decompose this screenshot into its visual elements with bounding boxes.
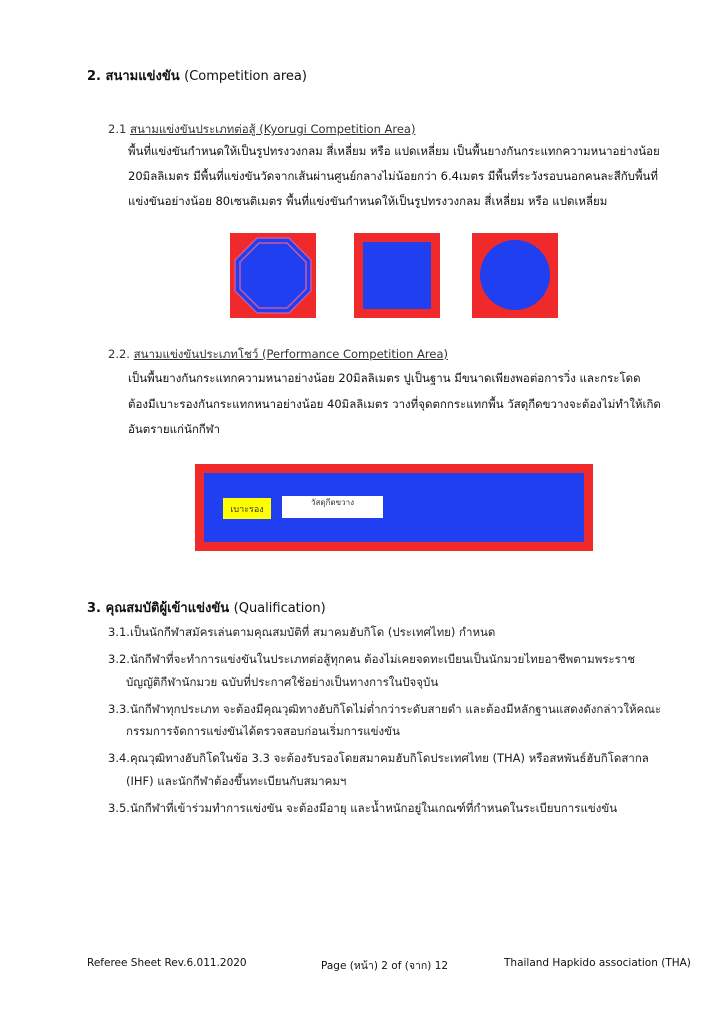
obstacle-label: วัสดุกีดขวาง [282, 496, 383, 518]
octagon-icon [230, 233, 316, 318]
section-2-heading [87, 65, 307, 86]
subsection-2-1-heading [108, 121, 415, 139]
section-title-thai: คุณสมบัติผู้เข้าแข่งขัน [105, 601, 230, 616]
circle-area-diagram [472, 233, 558, 318]
paragraph-line: ต้องมีเบาะรองกันกระแทกหนาอย่างน้อย 40มิลลิเมตร วางที่จุดตกกระแทกพื้น วัสดุกีดขวางจะต้องไม่ทำให้เกิด [128, 397, 661, 411]
list-item: 3.2.นักกีฬาที่จะทำการแข่งขันในประเภทต่อสู้ทุกคน ต้องไม่เคยจดทะเบียนเป็นนักมวยไทยอาชีพตามพระราช [108, 652, 636, 666]
cushion-label: เบาะรอง [223, 498, 271, 519]
section-number: 2. [87, 69, 101, 84]
subsection-2-2-heading [108, 346, 448, 364]
performance-area-diagram [195, 464, 593, 551]
section-title-thai: สนามแข่งขัน [105, 69, 180, 84]
circle-icon [480, 240, 550, 310]
paragraph-line: เป็นพื้นยางกันกระแทกความหนาอย่างน้อย 20มิลลิเมตร ปูเป็นฐาน มีขนาดเพียงพอต่อการวิ่ง และกระโดด [128, 371, 641, 385]
octagon-area-diagram [230, 233, 316, 318]
section-title-english: (Competition area) [184, 69, 307, 84]
subsection-title: สนามแข่งขันประเภทต่อสู้ (Kyorugi Competition Area) [129, 122, 416, 136]
list-item-continuation: (IHF) และนักกีฬาต้องขึ้นทะเบียนกับสมาคมฯ [126, 774, 347, 788]
list-item: 3.5.นักกีฬาที่เข้าร่วมทำการแข่งขัน จะต้องมีอายุ และน้ำหนักอยู่ในเกณฑ์ที่กำหนดในระเบียบการแข่งขัน [108, 801, 618, 815]
paragraph-line: พื้นที่แข่งขันกำหนดให้เป็นรูปทรงวงกลม สี่เหลี่ยม หรือ แปดเหลี่ยม เป็นพื้นยางกันกระแทกความหนาอย่างน้อย [128, 144, 660, 158]
subsection-number: 2.2. [108, 347, 130, 361]
square-area-diagram [354, 233, 440, 318]
paragraph-line: 20มิลลิเมตร มีพื้นที่แข่งขันวัดจากเส้นผ่านศูนย์กลางไม่น้อยกว่า 6.4เมตร มีพื้นที่ระวังรอบนอกคนละสีกับพื้นที่ [128, 169, 658, 183]
section-title-english: (Qualification) [233, 601, 326, 616]
subsection-number: 2.1 [108, 122, 127, 136]
paragraph-line: แข่งขันอย่างน้อย 80เซนติเมตร พื้นที่แข่งขันกำหนดให้เป็นรูปทรงวงกลม สี่เหลี่ยม หรือ แปดเหลี่ยม [128, 194, 608, 208]
list-item-continuation: บัญญัติกีฬานักมวย ฉบับที่ประกาศใช้อย่างเป็นทางการในปัจจุบัน [126, 675, 439, 689]
subsection-title: สนามแข่งขันประเภทโชว์ (Performance Competition Area) [133, 347, 448, 361]
footer-page-number: Page (หน้า) 2 of (จาก) 12 [321, 960, 449, 972]
paragraph-line: อันตรายแก่นักกีฬา [128, 422, 221, 436]
section-3-heading [87, 597, 326, 618]
square-icon [363, 242, 431, 309]
footer-right: Thailand Hapkido association (THA) [504, 957, 691, 969]
section-number: 3. [87, 601, 101, 616]
footer-left: Referee Sheet Rev.6.011.2020 [87, 957, 247, 969]
list-item: 3.1.เป็นนักกีฬาสมัครเล่นตามคุณสมบัติที่ สมาคมฮับกิโด (ประเทศไทย) กำหนด [108, 625, 496, 639]
list-item-continuation: กรรมการจัดการแข่งขันได้ตรวจสอบก่อนเริ่มการแข่งขัน [126, 724, 400, 738]
list-item: 3.3.นักกีฬาทุกประเภท จะต้องมีคุณวุฒิทางฮับกิโดไม่ต่ำกว่าระดับสายดำ และต้องมีหลักฐานแสดงดังกล่าวให้คณะ [108, 702, 662, 716]
list-item: 3.4.คุณวุฒิทางฮับกิโดในข้อ 3.3 จะต้องรับรองโดยสมาคมฮับกิโดประเทศไทย (THA) หรือสหพันธ์ฮับกิโดสากล [108, 751, 649, 765]
